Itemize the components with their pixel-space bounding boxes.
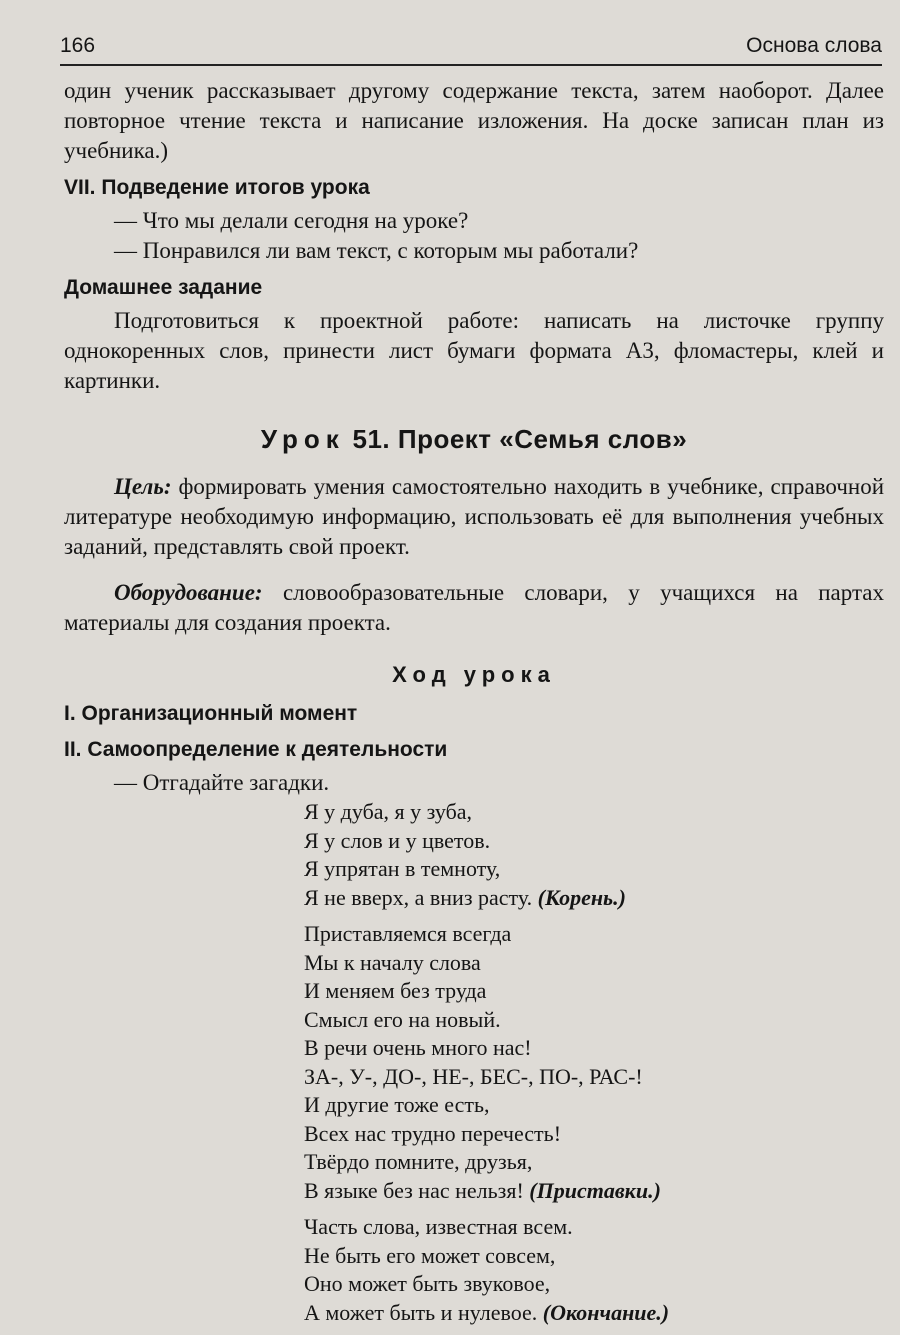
riddle-line: ЗА-, У-, ДО-, НЕ-, БЕС-, ПО-, РАС-! xyxy=(304,1063,643,1089)
page-header xyxy=(60,30,882,66)
riddle-line-text: А может быть и нулевое. xyxy=(304,1299,538,1325)
riddle-answer: (Корень.) xyxy=(537,884,626,910)
homework-text: Подготовиться к проектной работе: написать на листочке группу однокоренных слов, принести лист бумаги формата А3, фломастеры, клей и картинки. xyxy=(64,308,884,393)
lesson-title-rest: 51. Проект «Семья слов» xyxy=(352,424,688,454)
riddle-line: И другие тоже есть, xyxy=(304,1092,490,1117)
riddle-line xyxy=(304,884,884,913)
riddle-line: Смысл его на новый. xyxy=(304,1006,501,1032)
riddle-line: Твёрдо помните, друзья, xyxy=(304,1149,533,1174)
course-heading: Ход урока xyxy=(392,662,556,687)
riddle-line: Я упрятан в темноту, xyxy=(304,856,501,881)
lesson-word: Урок xyxy=(260,424,345,454)
question-line: — Понравился ли вам текст, с которым мы работали? xyxy=(114,238,639,263)
riddle-line: Мы к началу слова xyxy=(304,949,481,975)
riddle-line-text: Я не вверх, а вниз расту. xyxy=(304,884,533,910)
riddle-line: Всех нас трудно перечесть! xyxy=(304,1120,562,1146)
equipment-text: словообразовательные словари, у учащихся на партах материалы для создания проекта. xyxy=(64,580,885,635)
riddle-line: Не быть его может совсем, xyxy=(304,1242,556,1268)
riddle-answer: (Приставки.) xyxy=(529,1177,661,1203)
riddle-line: В речи очень много нас! xyxy=(304,1035,532,1060)
equipment-label: Оборудование: xyxy=(114,580,263,605)
riddle-line: И меняем без труда xyxy=(304,978,487,1003)
riddle-line xyxy=(304,1177,884,1206)
goal-label: Цель: xyxy=(114,474,172,499)
riddle-prefixes xyxy=(304,920,884,1205)
question-line: — Что мы делали сегодня на уроке? xyxy=(114,208,469,233)
riddle-line: Я у слов и у цветов. xyxy=(304,827,491,853)
riddle-ending xyxy=(304,1213,884,1327)
riddle-line: Приставляемся всегда xyxy=(304,921,512,946)
equipment-paragraph xyxy=(64,578,884,638)
riddles xyxy=(304,798,884,1327)
riddle-line xyxy=(304,1299,884,1328)
page-body xyxy=(64,76,884,1335)
homework-heading: Домашнее задание xyxy=(64,276,263,299)
riddle-line: Я у дуба, я у зуба, xyxy=(304,799,473,824)
riddle-line-text: В языке без нас нельзя! xyxy=(304,1177,524,1203)
goal-paragraph xyxy=(64,472,884,562)
riddle-line: Оно может быть звуковое, xyxy=(304,1271,551,1296)
riddle-line: Часть слова, известная всем. xyxy=(304,1214,573,1239)
section-i-heading: I. Организационный момент xyxy=(64,702,358,725)
section-vii-heading: VII. Подведение итогов урока xyxy=(64,176,370,199)
riddle-prompt: — Отгадайте загадки. xyxy=(114,770,330,795)
riddle-answer: (Окончание.) xyxy=(542,1299,670,1325)
intro-paragraph: один ученик рассказывает другому содержание текста, затем наоборот. Далее повторное чтение текста и написание изложения. На доске записан план из учебника.) xyxy=(64,78,884,163)
section-ii-heading: II. Самоопределение к деятельности xyxy=(64,738,448,761)
running-title: Основа слова xyxy=(746,34,882,57)
goal-text: формировать умения самостоятельно находить в учебнике, справочной литературе необходимую информацию, использовать её для выполнения учебных заданий, представлять свой проект. xyxy=(64,474,884,559)
page-number: 166 xyxy=(60,34,96,57)
lesson-title xyxy=(64,424,884,454)
riddle-root xyxy=(304,798,884,912)
